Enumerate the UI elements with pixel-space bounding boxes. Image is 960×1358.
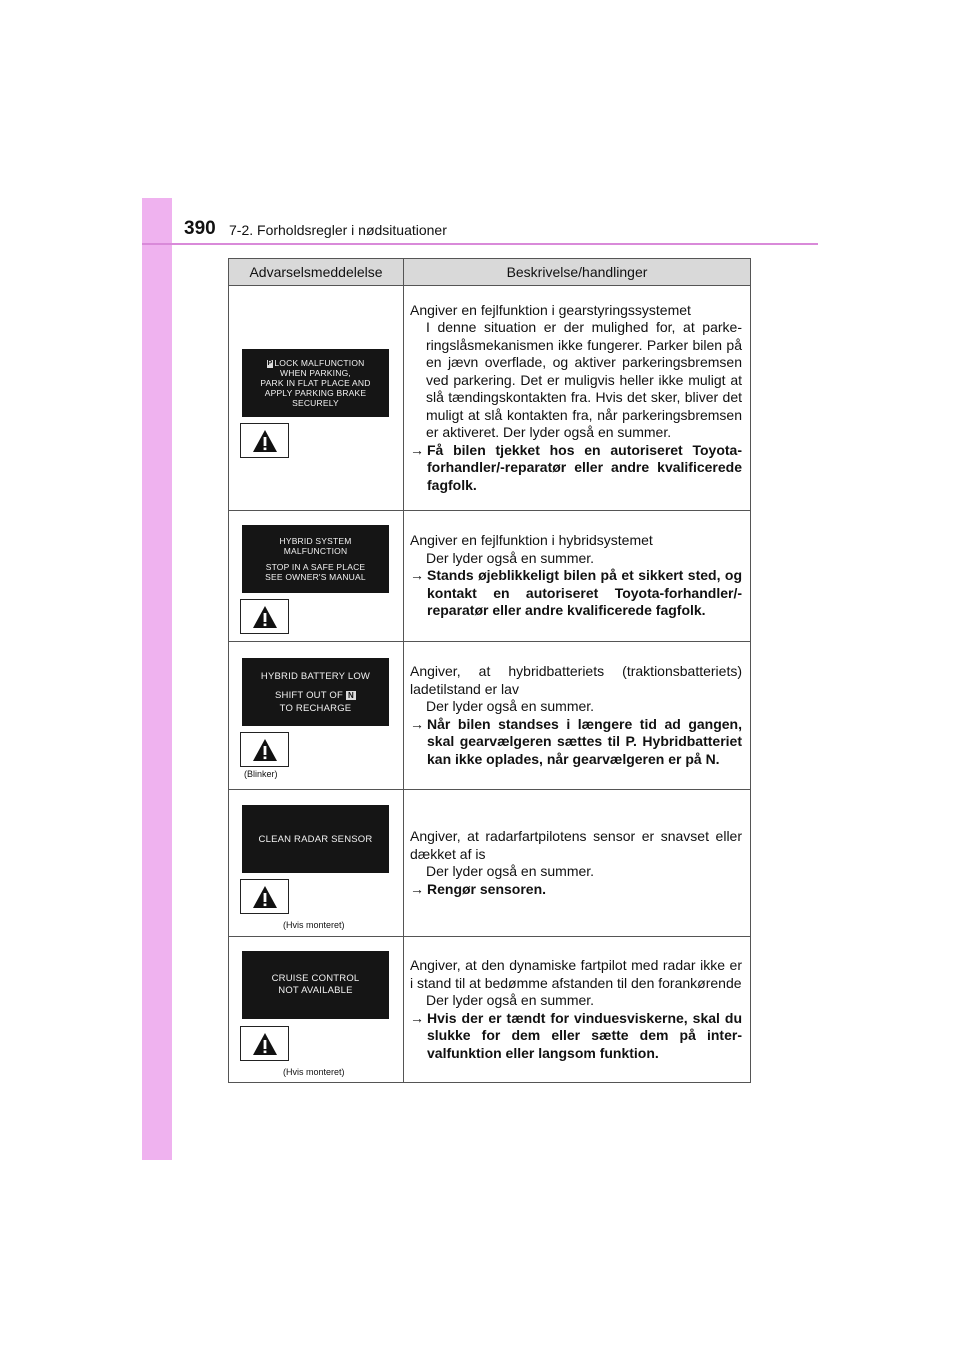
- display-screen: HYBRID SYSTEM MALFUNCTION STOP IN A SAFE PLACE SEE OWNER'S MANUAL: [242, 525, 389, 593]
- description-detail: Der lyder også en summer.: [426, 698, 595, 714]
- warning-triangle-icon: [240, 879, 289, 914]
- warning-message-table: [228, 258, 751, 1083]
- arrow-icon: →: [410, 880, 424, 897]
- column-header-message: Advarselsmeddelelse: [229, 259, 404, 286]
- display-note: (Blinker): [244, 769, 278, 779]
- action-instruction: → Stands øjeblikkeligt bilen på et sikkert sted, og kontakt en autoriseret Toyota-forhandler/-reparatør eller andre kvalificerede fagfolk.: [410, 567, 742, 619]
- display-screen: HYBRID BATTERY LOW SHIFT OUT OF N TO RECHARGE: [242, 658, 389, 726]
- column-header-description: Beskrivelse/handlinger: [404, 259, 751, 286]
- header-divider: [142, 243, 818, 245]
- action-instruction: → Få bilen tjekket hos en autoriseret Toyota-forhandler/-reparatør eller andre kvalificerede fagfolk.: [410, 441, 742, 493]
- warning-triangle-icon: [240, 423, 289, 458]
- table-header-row: [229, 259, 751, 286]
- p-badge: P: [267, 359, 273, 367]
- action-instruction: → Hvis der er tændt for vinduesviskerne, skal du slukke for dem eller sætte dem på intervalfunktion eller langsom funktion.: [410, 1009, 742, 1061]
- arrow-icon: →: [410, 441, 424, 458]
- warning-triangle-icon: [240, 599, 289, 634]
- description-detail: Der lyder også en summer.: [426, 992, 595, 1008]
- message-image-cell: [229, 286, 404, 511]
- n-badge: N: [348, 690, 354, 700]
- chapter-title: 7-2. Forholdsregler i nødsituationer: [229, 222, 447, 238]
- display-screen: P LOCK MALFUNCTION WHEN PARKING, PARK IN FLAT PLACE AND APPLY PARKING BRAKE SECURELY: [242, 349, 389, 417]
- description-main: Angiver en fejlfunktion i hybridsystemet: [410, 532, 653, 549]
- message-image-cell: [229, 511, 404, 642]
- description-detail: Der lyder også en summer.: [426, 863, 595, 879]
- warning-triangle-icon: [240, 1026, 289, 1061]
- display-screen: CLEAN RADAR SENSOR: [242, 805, 389, 873]
- description-detail: Der lyder også en summer.: [426, 549, 595, 566]
- description-main: Angiver, at den dynamiske fartpilot med radar ikke er i stand til at bedømme afstanden til den forankørende: [410, 957, 742, 991]
- message-image-cell: [229, 790, 404, 937]
- display-note: (Hvis monteret): [283, 920, 345, 930]
- section-sidebar-tab: [142, 198, 172, 1160]
- description-cell: [404, 286, 751, 511]
- description-main: Angiver en fejlfunktion i gearstyringssystemet: [410, 301, 691, 318]
- warning-triangle-icon: [240, 732, 289, 767]
- table-row: [229, 937, 751, 1083]
- message-image-cell: [229, 642, 404, 790]
- description-cell: [404, 937, 751, 1083]
- display-screen: CRUISE CONTROL NOT AVAILABLE: [242, 951, 389, 1019]
- arrow-icon: →: [410, 715, 424, 732]
- description-detail: I denne situation er der mulighed for, at parkeringslåsmekanismen ikke fungerer. Parker bilen på en jævn overflade, og aktiver parkeringsbremsen ved parkering. Det er muligvis heller ikke muligt at slå tændingskontakten fra. Hvis det sker, bliver det muligt at slå kontakten fra, når parkeringsbremsen er aktiveret. Der lyder også en summer.: [426, 319, 742, 441]
- description-cell: [404, 511, 751, 642]
- arrow-icon: →: [410, 1009, 424, 1026]
- page-number: 390: [184, 218, 216, 239]
- action-instruction: → Når bilen standses i længere tid ad gangen, skal gearvælgeren sættes til P. Hybridbatteriet kan ikke oplades, når gearvælgeren er på N.: [410, 715, 742, 767]
- description-main: Angiver, at hybridbatteriets (traktionsbatteriets) ladetilstand er lav: [410, 663, 742, 697]
- description-cell: [404, 790, 751, 937]
- table-row: [229, 790, 751, 937]
- action-instruction: → Rengør sensoren.: [410, 880, 547, 897]
- description-cell: [404, 642, 751, 790]
- table-row: [229, 642, 751, 790]
- arrow-icon: →: [410, 567, 424, 584]
- table-row: [229, 511, 751, 642]
- table-row: [229, 286, 751, 511]
- message-image-cell: [229, 937, 404, 1083]
- display-note: (Hvis monteret): [283, 1067, 345, 1077]
- description-main: Angiver, at radarfartpilotens sensor er snavset eller dækket af is: [410, 828, 742, 862]
